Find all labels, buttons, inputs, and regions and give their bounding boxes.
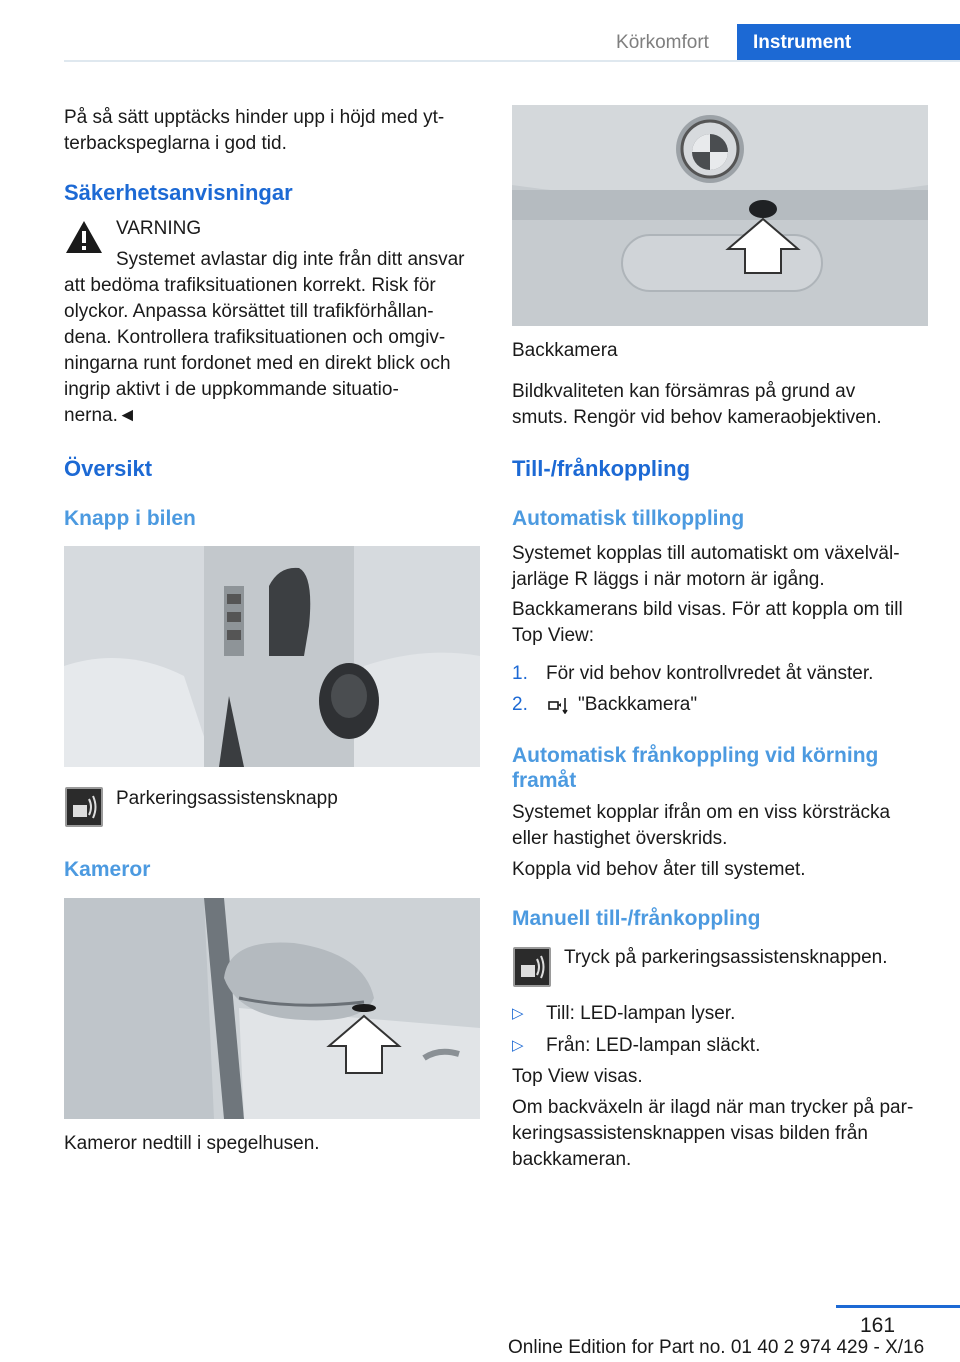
auto-on-line-1: Systemet kopplas till automatiskt om växelväl- bbox=[512, 543, 900, 564]
final-line-1: Om backväxeln är ilagd när man trycker på par- bbox=[512, 1097, 914, 1118]
step-1 bbox=[512, 661, 928, 687]
step-number: 1. bbox=[512, 663, 528, 684]
parking-assist-button-icon-2 bbox=[513, 947, 551, 987]
step-number: 2. bbox=[512, 694, 528, 715]
safety-heading: Säkerhetsanvisningar bbox=[64, 180, 293, 205]
footer-edition: Online Edition for Part no. 01 40 2 974 429 - X/16 bbox=[508, 1337, 925, 1358]
cameras-caption: Kameror nedtill i spegelhusen. bbox=[64, 1133, 320, 1154]
bullet-text: Från: LED-lampan släckt. bbox=[546, 1035, 761, 1056]
view-line-1: Backkamerans bild visas. För att koppla om till bbox=[512, 599, 903, 620]
header-divider bbox=[64, 60, 960, 62]
auto-on-line-2: jarläge R läggs i när motorn är igång. bbox=[512, 569, 825, 590]
step-text: För vid behov kontrollvredet åt vänster. bbox=[546, 663, 874, 684]
bullet-marker: ▷ bbox=[512, 1037, 524, 1054]
header-tab-instrument[interactable]: Instrument bbox=[737, 24, 960, 62]
button-heading: Knapp i bilen bbox=[64, 507, 196, 530]
quality-line-1: Bildkvaliteten kan försämras på grund av bbox=[512, 381, 856, 402]
warning-line-6: ingrip aktivt i de uppkommande situatio- bbox=[64, 379, 399, 400]
header-tab-korkomfort[interactable]: Körkomfort bbox=[616, 32, 709, 53]
final-line-2: keringsassistensknappen visas bilden från bbox=[512, 1123, 868, 1144]
step-2 bbox=[512, 692, 928, 718]
onoff-heading: Till-/frånkoppling bbox=[512, 456, 691, 481]
topview-text: Top View visas. bbox=[512, 1066, 643, 1087]
warning-line-4: dena. Kontrollera trafiksituationen och omgiv- bbox=[64, 327, 446, 348]
auto-off-heading-line-2: framåt bbox=[512, 769, 577, 792]
warning-title: VARNING bbox=[116, 218, 202, 239]
manual-text: Tryck på parkeringsassistensknappen. bbox=[564, 947, 888, 968]
warning-line-1: Systemet avlastar dig inte från ditt ansvar bbox=[116, 249, 465, 270]
console-figure bbox=[64, 546, 480, 767]
step-text: "Backkamera" bbox=[578, 694, 698, 715]
warning-line-7: nerna.◄ bbox=[64, 405, 137, 426]
parking-assist-button-icon bbox=[65, 787, 103, 827]
intro-line-1: På så sätt upptäcks hinder upp i höjd med yt- bbox=[64, 107, 445, 128]
auto-off-line-3: Koppla vid behov åter till systemet. bbox=[512, 859, 806, 880]
warning-icon bbox=[64, 219, 104, 255]
overview-heading: Översikt bbox=[64, 456, 153, 481]
bullet-on bbox=[512, 1001, 928, 1027]
final-line-3: backkameran. bbox=[512, 1149, 632, 1170]
quality-line-2: smuts. Rengör vid behov kameraobjektiven. bbox=[512, 407, 882, 428]
auto-on-heading: Automatisk tillkoppling bbox=[512, 507, 745, 530]
page-number: 161 bbox=[860, 1314, 896, 1337]
auto-off-line-2: eller hastighet överskrids. bbox=[512, 828, 728, 849]
rear-camera-figure bbox=[512, 105, 928, 326]
auto-off-heading-line-1: Automatisk frånkoppling vid körning bbox=[512, 744, 879, 767]
cameras-heading: Kameror bbox=[64, 858, 151, 881]
camera-menu-icon bbox=[546, 696, 572, 714]
warning-line-2: att bedöma trafiksituationen korrekt. Risk för bbox=[64, 275, 436, 296]
bullet-text: Till: LED-lampan lyser. bbox=[546, 1003, 736, 1024]
button-caption: Parkeringsassistensknapp bbox=[116, 788, 338, 809]
mirror-camera-figure bbox=[64, 898, 480, 1119]
intro-line-2: terbackspeglarna i god tid. bbox=[64, 133, 287, 154]
view-line-2: Top View: bbox=[512, 625, 595, 646]
warning-line-3: olyckor. Anpassa körsättet till trafikförhållan- bbox=[64, 301, 434, 322]
rear-camera-caption: Backkamera bbox=[512, 340, 618, 361]
warning-line-5: ningarna runt fordonet med en direkt blick och bbox=[64, 353, 451, 374]
footer-accent-line bbox=[836, 1305, 960, 1308]
bullet-off bbox=[512, 1033, 928, 1059]
auto-off-line-1: Systemet kopplar ifrån om en viss körsträcka bbox=[512, 802, 891, 823]
bullet-marker: ▷ bbox=[512, 1005, 524, 1022]
manual-heading: Manuell till-/frånkoppling bbox=[512, 907, 761, 930]
